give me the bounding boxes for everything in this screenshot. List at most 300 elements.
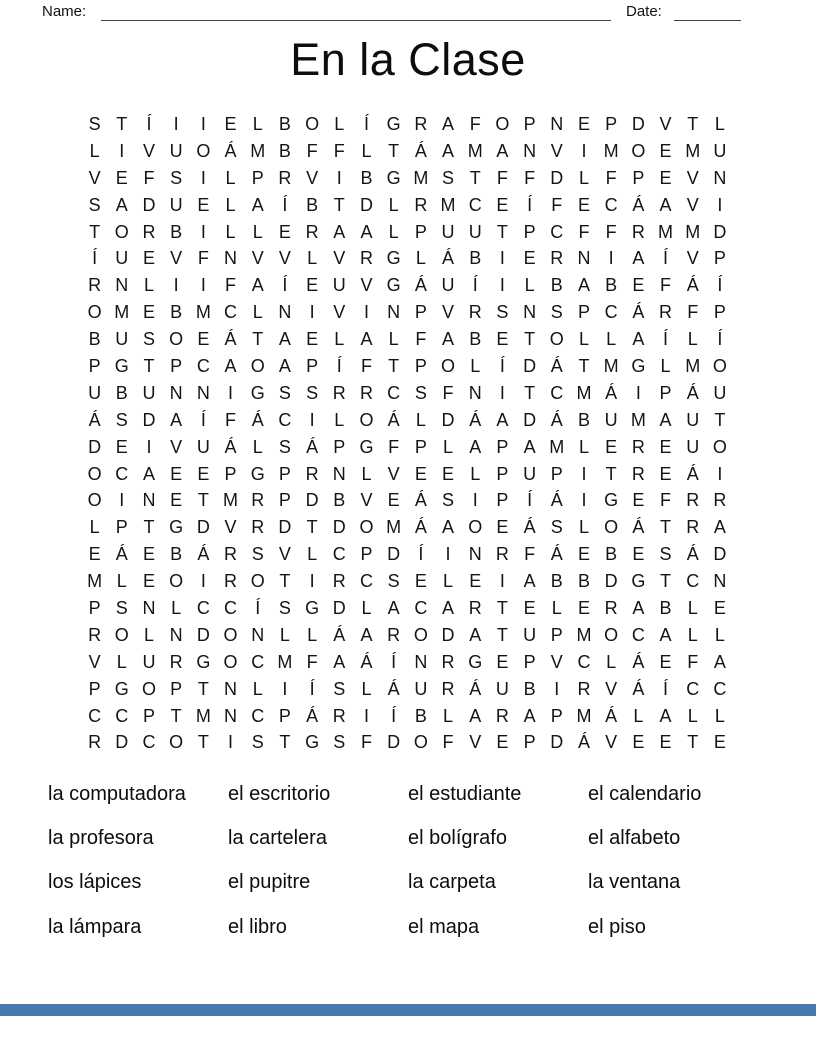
grid-letter: T	[143, 355, 155, 376]
grid-letter: N	[387, 302, 401, 323]
grid-letter: O	[87, 302, 102, 323]
grid-letter: R	[278, 167, 292, 188]
grid-letter: B	[523, 678, 536, 699]
grid-letter: S	[278, 382, 291, 403]
grid-letter: I	[499, 248, 505, 269]
grid-letter: Á	[686, 382, 699, 403]
grid-letter: D	[196, 517, 210, 538]
grid-letter: Í	[146, 113, 152, 134]
grid-letter: T	[714, 409, 726, 430]
grid-letter: S	[442, 167, 455, 188]
grid-letter: A	[278, 329, 291, 350]
grid-letter: O	[114, 221, 129, 242]
grid-letter: L	[443, 705, 454, 726]
grid-letter: I	[309, 409, 315, 430]
grid-letter: E	[496, 194, 509, 215]
grid-letter: T	[687, 113, 699, 134]
grid-letter: I	[363, 705, 369, 726]
word-list-item: la cartelera	[228, 826, 327, 849]
grid-letter: U	[468, 221, 482, 242]
grid-letter: C	[196, 597, 210, 618]
grid-letter: A	[496, 140, 509, 161]
grid-letter: D	[278, 517, 292, 538]
grid-letter: L	[143, 275, 154, 296]
grid-letter: G	[305, 732, 320, 753]
grid-letter: L	[252, 302, 263, 323]
grid-letter: U	[523, 624, 537, 645]
grid-letter: E	[577, 597, 590, 618]
grid-letter: C	[577, 651, 591, 672]
grid-letter: N	[251, 624, 265, 645]
grid-letter: E	[387, 490, 400, 511]
grid-letter: I	[228, 382, 234, 403]
grid-letter: L	[116, 571, 127, 592]
grid-letter: Á	[224, 329, 237, 350]
grid-letter: T	[197, 490, 209, 511]
grid-letter: T	[143, 517, 155, 538]
grid-letter: I	[581, 490, 587, 511]
grid-letter: R	[550, 248, 564, 269]
grid-letter: M	[223, 490, 239, 511]
grid-letter: C	[115, 463, 129, 484]
grid-letter: C	[359, 571, 373, 592]
grid-letter: O	[250, 355, 265, 376]
grid-letter: O	[604, 517, 619, 538]
grid-letter: M	[114, 302, 130, 323]
grid-letter: R	[305, 221, 319, 242]
grid-letter: U	[441, 221, 455, 242]
grid-letter: B	[333, 490, 346, 511]
grid-letter: R	[468, 302, 482, 323]
grid-letter: O	[631, 140, 646, 161]
grid-letter: R	[659, 302, 673, 323]
grid-letter: Á	[197, 544, 210, 565]
grid-letter: R	[441, 678, 455, 699]
grid-letter: V	[306, 167, 319, 188]
grid-letter: G	[250, 463, 265, 484]
grid-letter: L	[578, 329, 589, 350]
grid-letter: D	[441, 409, 455, 430]
grid-letter: R	[88, 732, 102, 753]
grid-letter: B	[278, 113, 291, 134]
grid-letter: L	[116, 651, 127, 672]
grid-letter: V	[278, 544, 291, 565]
grid-letter: A	[442, 140, 455, 161]
grid-letter: Í	[309, 678, 315, 699]
grid-letter: P	[278, 463, 291, 484]
grid-letter: G	[250, 382, 265, 403]
grid-letter: R	[686, 517, 700, 538]
grid-letter: R	[577, 678, 591, 699]
grid-letter: E	[442, 463, 455, 484]
grid-letter: R	[631, 221, 645, 242]
grid-letter: Í	[499, 355, 505, 376]
grid-letter: V	[360, 275, 373, 296]
grid-letter: P	[88, 355, 101, 376]
grid-letter: T	[388, 355, 400, 376]
grid-letter: A	[251, 275, 264, 296]
grid-letter: A	[659, 624, 672, 645]
grid-letter: A	[523, 436, 536, 457]
grid-letter: N	[142, 490, 156, 511]
grid-letter: A	[224, 355, 237, 376]
grid-letter: U	[495, 678, 509, 699]
grid-letter: Í	[282, 275, 288, 296]
grid-letter: I	[635, 382, 641, 403]
grid-letter: D	[142, 194, 156, 215]
grid-letter: P	[414, 221, 427, 242]
grid-letter: A	[387, 597, 400, 618]
grid-letter: B	[659, 597, 672, 618]
grid-letter: R	[142, 221, 156, 242]
grid-letter: O	[169, 329, 184, 350]
grid-letter: L	[171, 597, 182, 618]
grid-letter: E	[523, 597, 536, 618]
grid-letter: B	[577, 409, 590, 430]
grid-letter: C	[278, 409, 292, 430]
grid-letter: L	[687, 705, 698, 726]
grid-letter: C	[604, 302, 618, 323]
grid-letter: E	[577, 113, 590, 134]
grid-letter: I	[200, 571, 206, 592]
grid-letter: Í	[663, 329, 669, 350]
grid-letter: P	[523, 113, 536, 134]
grid-letter: L	[633, 705, 644, 726]
grid-letter: G	[114, 355, 129, 376]
grid-letter: P	[278, 705, 291, 726]
grid-letter: V	[686, 248, 699, 269]
grid-letter: E	[170, 490, 183, 511]
grid-letter: E	[142, 248, 155, 269]
grid-letter: E	[496, 732, 509, 753]
footer-bar	[0, 1004, 816, 1016]
grid-letter: E	[414, 571, 427, 592]
grid-letter: P	[496, 490, 509, 511]
grid-letter: F	[442, 382, 454, 403]
grid-letter: N	[169, 624, 183, 645]
grid-letter: P	[414, 302, 427, 323]
grid-letter: F	[388, 436, 400, 457]
grid-letter: L	[307, 624, 318, 645]
word-list-item: el libro	[228, 915, 287, 938]
grid-letter: R	[631, 436, 645, 457]
grid-letter: E	[88, 544, 101, 565]
grid-letter: V	[550, 140, 563, 161]
grid-letter: T	[333, 194, 345, 215]
grid-letter: I	[499, 275, 505, 296]
word-list-item: el pupitre	[228, 871, 311, 894]
grid-letter: M	[630, 409, 646, 430]
grid-letter: D	[387, 544, 401, 565]
grid-letter: D	[713, 221, 727, 242]
grid-letter: F	[143, 167, 155, 188]
word-list-item: el piso	[588, 915, 646, 938]
grid-letter: E	[496, 517, 509, 538]
grid-letter: V	[88, 651, 101, 672]
grid-letter: N	[142, 597, 156, 618]
grid-letter: D	[332, 517, 346, 538]
grid-letter: P	[550, 705, 563, 726]
grid-letter: N	[115, 275, 129, 296]
grid-letter: R	[305, 463, 319, 484]
grid-letter: S	[88, 194, 101, 215]
grid-letter: U	[713, 382, 727, 403]
grid-letter: Á	[550, 544, 563, 565]
word-list-item: la ventana	[588, 871, 681, 894]
word-list-item: el escritorio	[228, 782, 331, 805]
grid-letter: Á	[414, 517, 427, 538]
grid-letter: P	[278, 490, 291, 511]
grid-letter: R	[631, 463, 645, 484]
grid-letter: M	[413, 167, 429, 188]
grid-letter: B	[170, 302, 183, 323]
grid-letter: V	[686, 194, 699, 215]
grid-letter: P	[577, 302, 590, 323]
grid-letter: P	[523, 651, 536, 672]
grid-letter: I	[581, 140, 587, 161]
grid-letter: G	[631, 571, 646, 592]
grid-letter: U	[142, 651, 156, 672]
grid-letter: I	[282, 678, 288, 699]
grid-letter: P	[306, 355, 319, 376]
grid-letter: N	[224, 678, 238, 699]
grid-letter: Í	[200, 409, 206, 430]
grid-letter: Á	[577, 732, 590, 753]
word-list-item: el estudiante	[408, 782, 522, 805]
grid-letter: A	[713, 517, 726, 538]
grid-letter: A	[333, 651, 346, 672]
grid-letter: R	[332, 571, 346, 592]
grid-letter: O	[87, 490, 102, 511]
grid-letter: T	[524, 382, 536, 403]
word-list-item: el mapa	[408, 915, 480, 938]
grid-letter: L	[687, 597, 698, 618]
grid-letter: E	[496, 329, 509, 350]
grid-letter: U	[713, 140, 727, 161]
grid-letter: P	[224, 463, 237, 484]
grid-letter: L	[714, 705, 725, 726]
word-list-item: el alfabeto	[588, 826, 681, 849]
grid-letter: E	[659, 463, 672, 484]
grid-letter: G	[468, 651, 483, 672]
grid-letter: Á	[360, 651, 373, 672]
grid-letter: Í	[363, 113, 369, 134]
grid-letter: P	[170, 678, 183, 699]
grid-letter: D	[88, 436, 102, 457]
grid-letter: Á	[224, 140, 237, 161]
grid-letter: R	[224, 571, 238, 592]
grid-letter: Á	[686, 463, 699, 484]
grid-letter: U	[169, 140, 183, 161]
grid-letter: N	[523, 302, 537, 323]
grid-letter: O	[359, 517, 374, 538]
grid-letter: Á	[632, 678, 645, 699]
grid-letter: C	[550, 221, 564, 242]
grid-letter: Á	[387, 409, 400, 430]
grid-letter: B	[170, 221, 183, 242]
grid-letter: V	[360, 490, 373, 511]
grid-letter: A	[469, 624, 482, 645]
grid-letter: R	[359, 382, 373, 403]
grid-letter: F	[578, 221, 590, 242]
word-list-item: el bolígrafo	[408, 826, 507, 849]
grid-letter: E	[115, 436, 128, 457]
grid-letter: D	[196, 624, 210, 645]
grid-letter: O	[604, 624, 619, 645]
grid-letter: V	[142, 140, 155, 161]
grid-letter: L	[687, 329, 698, 350]
grid-letter: O	[468, 517, 483, 538]
grid-letter: P	[496, 436, 509, 457]
grid-letter: V	[469, 732, 482, 753]
grid-letter: E	[170, 463, 183, 484]
grid-letter: E	[605, 436, 618, 457]
grid-letter: T	[279, 732, 291, 753]
grid-letter: M	[277, 651, 293, 672]
grid-letter: I	[499, 571, 505, 592]
grid-letter: F	[551, 194, 563, 215]
grid-letter: L	[361, 678, 372, 699]
grid-letter: E	[197, 329, 210, 350]
grid-letter: Í	[418, 544, 424, 565]
grid-letter: G	[386, 167, 401, 188]
grid-letter: V	[278, 248, 291, 269]
grid-letter: Í	[717, 275, 723, 296]
date-blank-line	[674, 20, 741, 21]
grid-letter: C	[224, 597, 238, 618]
grid-letter: G	[631, 355, 646, 376]
grid-letter: C	[604, 194, 618, 215]
grid-letter: P	[523, 732, 536, 753]
grid-letter: U	[604, 409, 618, 430]
grid-letter: C	[88, 705, 102, 726]
grid-letter: E	[142, 544, 155, 565]
grid-letter: F	[524, 544, 536, 565]
grid-letter: F	[360, 732, 372, 753]
grid-letter: Á	[224, 436, 237, 457]
grid-letter: U	[196, 436, 210, 457]
grid-letter: U	[523, 463, 537, 484]
grid-letter: Á	[306, 705, 319, 726]
grid-letter: D	[713, 544, 727, 565]
grid-letter: L	[334, 409, 345, 430]
grid-letter: Á	[632, 302, 645, 323]
grid-letter: M	[603, 355, 619, 376]
grid-letter: V	[170, 248, 183, 269]
grid-letter: D	[332, 597, 346, 618]
grid-letter: O	[712, 355, 727, 376]
grid-letter: E	[224, 113, 237, 134]
grid-letter: T	[306, 517, 318, 538]
grid-letter: F	[442, 732, 454, 753]
grid-letter: G	[196, 651, 211, 672]
grid-letter: M	[386, 517, 402, 538]
grid-letter: R	[251, 490, 265, 511]
grid-letter: R	[441, 651, 455, 672]
grid-letter: O	[495, 113, 510, 134]
grid-letter: V	[88, 167, 101, 188]
grid-letter: O	[712, 436, 727, 457]
grid-letter: B	[170, 544, 183, 565]
grid-letter: L	[361, 597, 372, 618]
grid-letter: P	[142, 705, 155, 726]
grid-letter: A	[577, 275, 590, 296]
grid-letter: E	[659, 732, 672, 753]
grid-letter: V	[442, 302, 455, 323]
grid-letter: U	[88, 382, 102, 403]
grid-letter: D	[631, 113, 645, 134]
grid-letter: Á	[88, 409, 101, 430]
word-list-item: el calendario	[588, 782, 702, 805]
grid-letter: R	[251, 517, 265, 538]
grid-letter: M	[685, 221, 701, 242]
grid-letter: L	[361, 463, 372, 484]
grid-letter: B	[414, 705, 427, 726]
grid-letter: D	[523, 409, 537, 430]
word-list	[48, 772, 768, 949]
grid-letter: F	[197, 248, 209, 269]
grid-letter: B	[360, 167, 373, 188]
grid-letter: L	[660, 355, 671, 376]
grid-letter: T	[660, 517, 672, 538]
grid-letter: M	[440, 194, 456, 215]
grid-letter: N	[278, 302, 292, 323]
grid-letter: Í	[717, 329, 723, 350]
grid-letter: F	[306, 140, 318, 161]
grid-letter: S	[442, 490, 455, 511]
grid-letter: P	[550, 624, 563, 645]
grid-letter: A	[523, 571, 536, 592]
grid-letter: E	[414, 463, 427, 484]
grid-letter: R	[359, 248, 373, 269]
grid-letter: Á	[605, 705, 618, 726]
grid-letter: N	[414, 651, 428, 672]
grid-letter: N	[550, 113, 564, 134]
grid-letter: V	[170, 436, 183, 457]
grid-letter: A	[333, 221, 346, 242]
grid-letter: I	[499, 382, 505, 403]
grid-letter: L	[551, 597, 562, 618]
grid-letter: O	[250, 571, 265, 592]
grid-letter: A	[442, 597, 455, 618]
grid-letter: S	[170, 167, 183, 188]
grid-letter: Í	[92, 248, 98, 269]
grid-letter: T	[687, 732, 699, 753]
grid-letter: Á	[605, 382, 618, 403]
grid-letter: T	[197, 678, 209, 699]
grid-letter: A	[632, 329, 645, 350]
grid-letter: S	[251, 544, 264, 565]
grid-letter: L	[89, 140, 100, 161]
grid-letter: L	[307, 544, 318, 565]
grid-letter: B	[550, 275, 563, 296]
grid-letter: E	[142, 302, 155, 323]
grid-letter: M	[658, 221, 674, 242]
grid-letter: I	[581, 463, 587, 484]
grid-letter: S	[550, 517, 563, 538]
grid-letter: R	[387, 624, 401, 645]
grid-letter: E	[306, 275, 319, 296]
grid-letter: U	[414, 678, 428, 699]
grid-letter: E	[197, 463, 210, 484]
grid-letter: L	[443, 436, 454, 457]
grid-letter: A	[496, 409, 509, 430]
grid-letter: I	[717, 463, 723, 484]
grid-letter: B	[605, 544, 618, 565]
date-label: Date:	[626, 3, 662, 20]
grid-letter: T	[197, 732, 209, 753]
grid-letter: A	[713, 651, 726, 672]
